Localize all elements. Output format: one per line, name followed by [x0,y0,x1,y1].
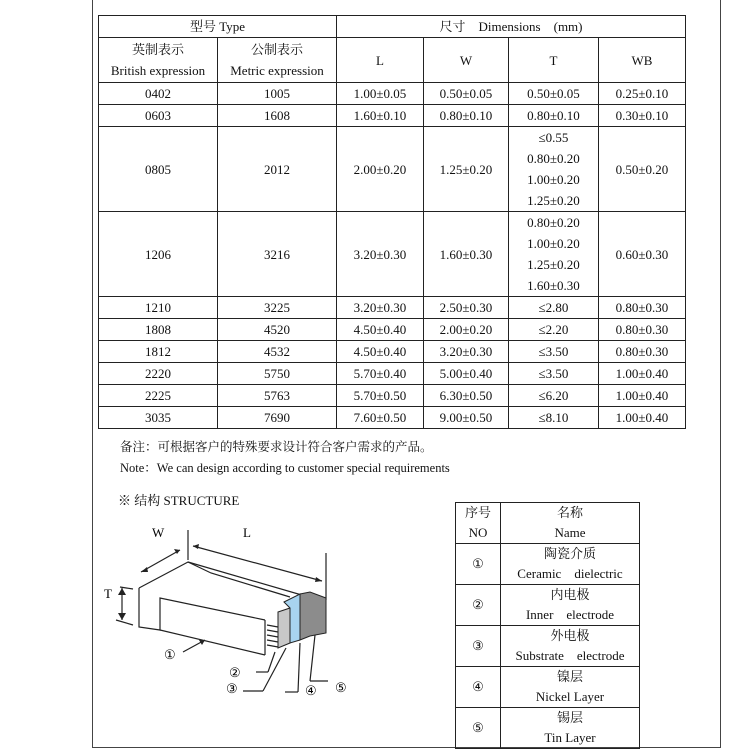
header-w: W [424,38,509,83]
parts-table [455,502,640,749]
length-value: 7.60±0.50 [337,407,424,429]
t-value: ≤3.50 [538,366,569,381]
thickness-label: T [104,586,112,601]
metric-code: 4532 [218,341,337,363]
width-value: 9.00±0.50 [424,407,509,429]
width-value: 0.50±0.05 [424,83,509,105]
length-value: 5.70±0.50 [337,385,424,407]
t-value: ≤8.10 [538,410,569,425]
width-value: 6.30±0.50 [424,385,509,407]
width-value: 5.00±0.40 [424,363,509,385]
parts-row [456,544,640,585]
tin-layer [300,592,326,640]
wb-value: 0.80±0.30 [599,319,686,341]
british-code: 1206 [99,212,218,297]
british-code: 0402 [99,83,218,105]
callout-2: ② [229,665,241,680]
t-value: 0.80±0.20 [527,215,580,230]
header-l: L [337,38,424,83]
length-value: 4.50±0.40 [337,319,424,341]
metric-code: 4520 [218,319,337,341]
metric-code: 1005 [218,83,337,105]
parts-row [456,667,640,708]
t-value: 1.25±0.20 [527,193,580,208]
metric-code: 3225 [218,297,337,319]
part-number: ⑤ [456,708,501,749]
metric-code: 7690 [218,407,337,429]
british-code: 1812 [99,341,218,363]
british-code: 2225 [99,385,218,407]
part-name: 锡层 Tin Layer [501,708,640,749]
part-name: 陶瓷介质 Ceramic dielectric [501,544,640,585]
length-value: 1.00±0.05 [337,83,424,105]
header-dimensions: 尺寸 Dimensions (mm) [337,16,686,38]
part-name: 外电极 Substrate electrode [501,626,640,667]
parts-row [456,708,640,749]
t-value: 0.50±0.05 [527,86,580,101]
width-value: 3.20±0.30 [424,341,509,363]
part-number: ② [456,585,501,626]
header-no: 序号 NO [456,503,501,544]
wb-value: 1.00±0.40 [599,407,686,429]
t-value: 1.60±0.30 [527,278,580,293]
metric-code: 1608 [218,105,337,127]
t-value: 1.00±0.20 [527,236,580,251]
metric-code: 5763 [218,385,337,407]
metric-code: 2012 [218,127,337,212]
length-value: 5.70±0.40 [337,363,424,385]
width-value: 0.80±0.10 [424,105,509,127]
british-code: 2220 [99,363,218,385]
width-value: 1.25±0.20 [424,127,509,212]
length-value: 3.20±0.30 [337,212,424,297]
wb-value: 0.80±0.30 [599,341,686,363]
part-number: ④ [456,667,501,708]
wb-value: 1.00±0.40 [599,363,686,385]
t-value: ≤6.20 [538,388,569,403]
chip-bottom-edge [160,630,265,655]
part-number: ① [456,544,501,585]
parts-row [456,585,640,626]
part-name: 内电极 Inner electrode [501,585,640,626]
parts-row [456,626,640,667]
header-metric: 公制表示 Metric expression [218,38,337,83]
structure-title: ※ 结构 STRUCTURE [118,493,240,508]
wb-value: 0.30±0.10 [599,105,686,127]
width-label: W [152,525,165,540]
callout-1: ① [164,647,176,662]
callout-5: ⑤ [335,680,347,695]
parts-header-row [456,503,640,544]
metric-code: 3216 [218,212,337,297]
wb-value: 1.00±0.40 [599,385,686,407]
t-value: ≤0.55 [538,130,569,145]
british-code: 3035 [99,407,218,429]
t-value: ≤2.80 [538,300,569,315]
header-british: 英制表示 British expression [99,38,218,83]
width-value: 1.60±0.30 [424,212,509,297]
part-number: ③ [456,626,501,667]
length-label: L [243,525,251,540]
length-value: 1.60±0.10 [337,105,424,127]
header-t: T [509,38,599,83]
wb-value: 0.80±0.30 [599,297,686,319]
wb-value: 0.25±0.10 [599,83,686,105]
header-type: 型号 Type [99,16,337,38]
length-value: 2.00±0.20 [337,127,424,212]
note-cn: 备注：可根据客户的特殊要求设计符合客户需求的产品。 [120,440,433,454]
header-name: 名称 Name [501,503,640,544]
metric-code: 5750 [218,363,337,385]
width-value: 2.50±0.30 [424,297,509,319]
width-value: 2.00±0.20 [424,319,509,341]
t-value: 0.80±0.10 [527,108,580,123]
t-value: 1.00±0.20 [527,172,580,187]
t-value: 0.80±0.20 [527,151,580,166]
length-value: 3.20±0.30 [337,297,424,319]
british-code: 0603 [99,105,218,127]
chip-left-face [139,588,265,630]
wb-value: 0.60±0.30 [599,212,686,297]
length-value: 4.50±0.40 [337,341,424,363]
header-wb: WB [599,38,686,83]
note-en: Note：We can design according to customer special requirements [120,461,450,475]
callout-3: ③ [226,681,238,696]
british-code: 0805 [99,127,218,212]
substrate-electrode-layer [278,608,290,648]
part-name: 镍层 Nickel Layer [501,667,640,708]
t-value: 1.25±0.20 [527,257,580,272]
chip-top-edge [139,562,290,597]
callout-4: ④ [305,683,317,698]
wb-value: 0.50±0.20 [599,127,686,212]
t-value: ≤2.20 [538,322,569,337]
t-value: ≤3.50 [538,344,569,359]
british-code: 1808 [99,319,218,341]
british-code: 1210 [99,297,218,319]
